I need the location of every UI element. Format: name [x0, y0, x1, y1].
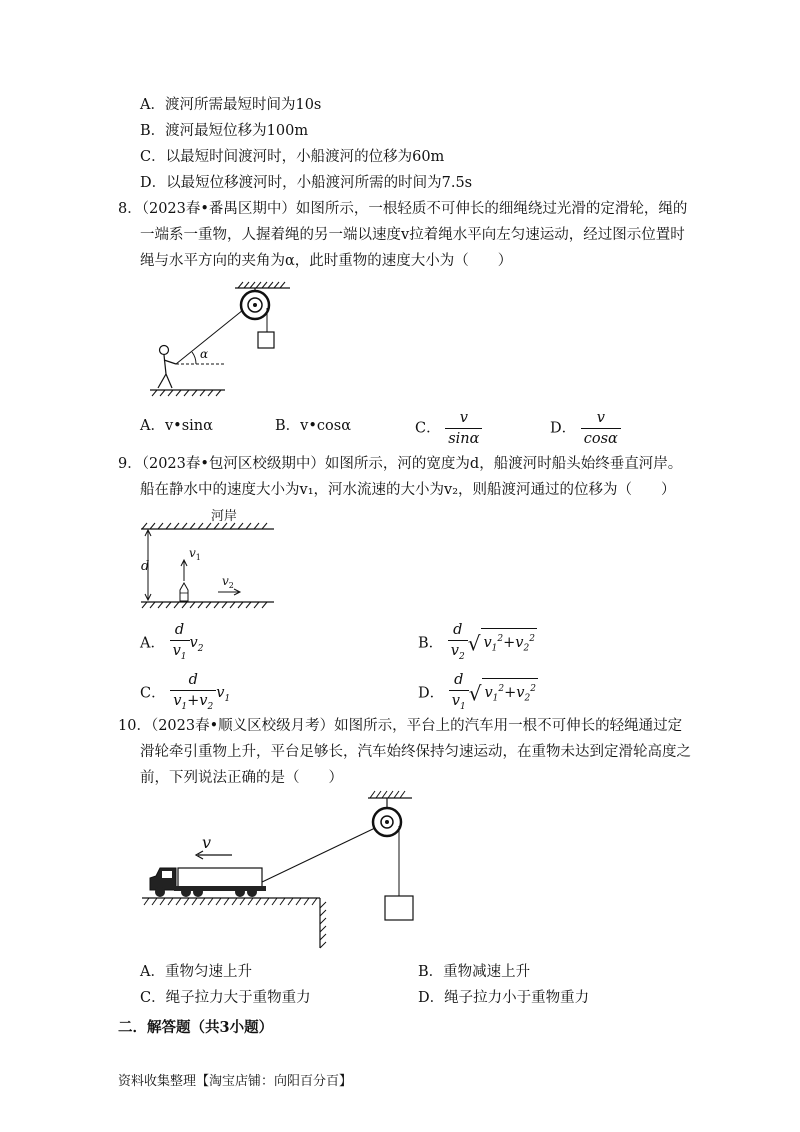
q8-pulley-figure: [140, 280, 300, 400]
q8-option-d: D． $\frac{v}{\cos\alpha}$: [550, 408, 621, 449]
q8-stem-line3: 绳与水平方向的夹角为α，此时重物的速度大小为（ ）: [140, 253, 513, 269]
q9-stem-line2: 船在静水中的速度大小为v₁，河水流速的大小为v₂，则船渡河通过的位移为（ ）: [140, 482, 676, 498]
q7-option-a: A．渡河所需最短时间为10s: [140, 97, 322, 113]
q8-option-c: C． $\frac{v}{\sin\alpha}$: [415, 408, 482, 449]
q10-stem-line3: 前，下列说法正确的是（ ）: [140, 770, 343, 786]
velocity-v-label: v: [202, 833, 212, 852]
q8-option-d-fraction: $\frac{v}{\cos\alpha}$: [581, 408, 621, 449]
q8-option-b: B．v•cosα: [275, 418, 351, 434]
q9-option-c: C． $\frac{d}{v_1+v_2}$ $v_1$: [140, 670, 230, 717]
v2-label: $v_2$: [222, 574, 234, 590]
q8-option-a: A．v•sinα: [140, 418, 213, 434]
q10-option-a: A．重物匀速上升: [140, 964, 252, 980]
q8-stem-line2: 一端系一重物，人握着绳的另一端以速度v拉着绳水平向左匀速运动，经过图示位置时: [140, 227, 685, 243]
q10-truck-pulley-figure: [140, 788, 440, 953]
river-bank-label: 河岸: [211, 509, 238, 524]
width-d-label: d: [141, 559, 150, 574]
truck-icon: [150, 868, 266, 897]
q9-stem-line1: 9．（2023春•包河区校级期中）如图所示，河的宽度为d，船渡河时船头始终垂直河岸。: [118, 456, 683, 472]
boat-icon: [180, 583, 188, 601]
q10-option-d: D．绳子拉力小于重物重力: [418, 990, 590, 1006]
weight-block: [258, 332, 274, 348]
q10-stem-line2: 滑轮牵引重物上升，平台足够长，汽车始终保持匀速运动，在重物未达到定滑轮高度之: [140, 744, 691, 760]
weight-block: [385, 896, 413, 920]
person-icon: [158, 346, 176, 389]
q7-option-c: C．以最短时间渡河时，小船渡河的位移为60m: [140, 149, 445, 165]
q8-stem-line1: 8．（2023春•番禺区期中）如图所示，一根轻质不可伸长的细绳绕过光滑的定滑轮，绳的: [118, 201, 688, 217]
angle-alpha-label: α: [200, 347, 209, 361]
section-title: 二．解答题（共3小题）: [118, 1019, 274, 1036]
q7-option-d: D．以最短位移渡河时，小船渡河所需的时间为7.5s: [140, 175, 473, 191]
q10-stem-line1: 10．（2023春•顺义区校级月考）如图所示，平台上的汽车用一根不可伸长的轻绳通过定: [118, 718, 683, 734]
q10-option-c: C．绳子拉力大于重物重力: [140, 990, 311, 1006]
q9-river-figure: [136, 505, 286, 610]
q8-option-c-fraction: $\frac{v}{\sin\alpha}$: [445, 408, 482, 449]
q9-option-a: A． $\frac{d}{v_1}$ $v_2$: [140, 620, 203, 667]
footer-note: 资料收集整理【淘宝店铺：向阳百分百】: [118, 1074, 353, 1089]
v1-label: $v_1$: [189, 546, 201, 562]
q7-option-b: B．渡河最短位移为100m: [140, 123, 309, 139]
q9-option-b: B． $\frac{d}{v_2}$ √ $v_1^2+v_2^2$: [418, 620, 537, 667]
q9-option-d: D． $\frac{d}{v_1}$ √ $v_1^2+v_2^2$: [418, 670, 538, 717]
q10-option-b: B．重物减速上升: [418, 964, 531, 980]
